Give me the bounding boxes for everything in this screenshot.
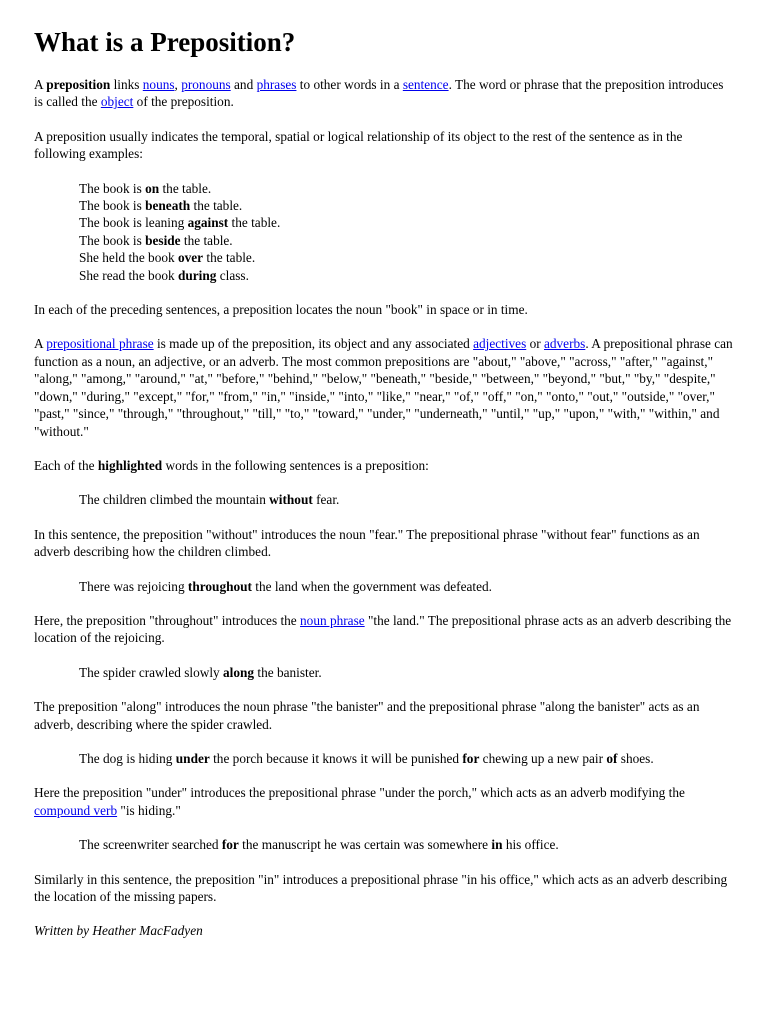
example-sentence: [79, 249, 734, 266]
text: Each of the: [34, 457, 98, 473]
text: Here the preposition "under" introduces the prepositional phrase "under the porch," which acts as an adverb modifying the: [34, 785, 685, 801]
link-nouns[interactable]: nouns: [142, 77, 175, 92]
text: or: [526, 336, 544, 352]
link-adverbs[interactable]: adverbs: [543, 336, 586, 352]
example-list: [79, 180, 734, 284]
bold-preposition: of: [606, 750, 618, 766]
link-noun-phrase[interactable]: noun phrase: [300, 612, 365, 628]
text: The spider crawled slowly: [79, 664, 224, 680]
bold-preposition: over: [177, 250, 204, 266]
bold-term: highlighted: [97, 457, 163, 473]
text: "is hiding.": [117, 802, 181, 818]
text: ,: [174, 77, 182, 92]
relationship-paragraph: A preposition usually indicates the temporal, spatial or logical relationship of its object to the rest of the sentence as in the following examples:: [34, 128, 683, 162]
text: links: [110, 77, 143, 92]
bold-preposition: beneath: [145, 198, 191, 214]
explanation-paragraph: In this sentence, the preposition "without" introduces the noun "fear." The prepositional phrase "without fear" functions as an adverb describing how the children climbed.: [34, 526, 700, 560]
text: of the preposition.: [133, 94, 234, 110]
text: the land when the government was defeated.: [251, 578, 492, 594]
text: The book is: [79, 232, 146, 248]
text: Here, the preposition "throughout" introduces the: [34, 612, 301, 628]
explanation-paragraph: [34, 612, 734, 647]
example-sentence: [79, 664, 734, 681]
locates-paragraph: In each of the preceding sentences, a preposition locates the noun "book" in space or in time.: [34, 302, 528, 318]
text: the manuscript he was certain was somewhere: [238, 837, 492, 853]
text: the table.: [159, 180, 212, 196]
text: the table.: [203, 250, 256, 266]
explanation-paragraph: The preposition "along" introduces the noun phrase "the banister" and the prepositional phrase "along the banister" acts as an adverb, describing where the spider crawled.: [34, 699, 700, 732]
example-sentence: [79, 750, 734, 767]
author-byline: Written by Heather MacFadyen: [34, 923, 203, 939]
link-sentence[interactable]: sentence: [402, 77, 449, 92]
bold-preposition: beside: [145, 232, 181, 248]
highlighted-intro-paragraph: [34, 457, 734, 474]
bold-preposition: for: [221, 837, 239, 853]
text: the banister.: [254, 664, 322, 680]
bold-preposition: along: [223, 664, 255, 680]
bold-preposition: for: [462, 750, 480, 766]
text: class.: [216, 267, 249, 283]
example-sentence: [79, 197, 734, 214]
text: the table.: [228, 215, 281, 231]
prepositional-phrase-paragraph: [34, 335, 734, 439]
text: . The word or phrase that the preposition introduces is called the: [34, 77, 724, 110]
text: fear.: [312, 492, 340, 508]
bold-preposition: against: [187, 215, 229, 231]
explanation-paragraph: Similarly in this sentence, the preposition "in" introduces a prepositional phrase "in his office," which acts as an adverb describing the location of the missing papers.: [34, 871, 728, 904]
text: "the land." The prepositional phrase acts as an adverb describing the location of the rejoicing.: [34, 612, 732, 646]
example-sentence: [79, 232, 734, 249]
example-sentence: [79, 180, 734, 197]
text: words in the following sentences is a preposition:: [162, 457, 429, 473]
example-sentence: [79, 267, 734, 284]
text: The children climbed the mountain: [79, 492, 270, 508]
bold-term: preposition: [46, 77, 111, 92]
text: his office.: [502, 837, 559, 853]
text: the table.: [180, 232, 233, 248]
bold-preposition: without: [269, 492, 313, 508]
text: the table.: [190, 198, 243, 214]
text: is made up of the preposition, its object and any associated: [153, 336, 474, 352]
text: and: [230, 77, 257, 92]
text: She held the book: [79, 250, 178, 266]
text: A: [34, 336, 47, 352]
bold-preposition: in: [491, 837, 503, 853]
text: . A prepositional phrase can function as a noun, an adjective, or an adverb. The most common prepositions are "about," "above," "across," "after," "against," "along," "among," "around," "at," "before," "behind," "below," "beneath," "beside," "between," "beyond," "but," "by," "despite," "down," "during," "except," "for," "from," "in," "inside," "into," "like," "near," "of," "off," "on," "onto," "out," "outside," "over," "past," "since," "through," "throughout," "till," "to," "toward," "under," "underneath," "until," "up," "upon," "with," "within," and "without.": [34, 336, 733, 439]
example-sentence: [79, 491, 734, 508]
explanation-paragraph: [34, 784, 734, 819]
text: The screenwriter searched: [79, 837, 222, 853]
text: The dog is hiding: [79, 750, 176, 766]
page-title: What is a Preposition?: [34, 27, 296, 57]
link-object[interactable]: object: [100, 94, 134, 110]
text: chewing up a new pair: [479, 750, 607, 766]
example-sentence: [79, 836, 734, 853]
text: She read the book: [79, 267, 178, 283]
text: The book is: [79, 180, 146, 196]
text: A: [34, 77, 47, 92]
bold-preposition: throughout: [187, 578, 252, 594]
bold-preposition: during: [177, 267, 217, 283]
text: There was rejoicing: [79, 578, 188, 594]
text: to other words in a: [296, 77, 403, 92]
text: the porch because it knows it will be punished: [209, 750, 463, 766]
text: The book is: [79, 198, 146, 214]
link-adjectives[interactable]: adjectives: [473, 336, 527, 352]
link-phrases[interactable]: phrases: [256, 77, 297, 92]
link-compound-verb[interactable]: compound verb: [34, 802, 118, 818]
link-prepositional-phrase[interactable]: prepositional phrase: [46, 336, 154, 352]
example-sentence: [79, 578, 734, 595]
link-pronouns[interactable]: pronouns: [181, 77, 231, 92]
intro-paragraph: [34, 76, 734, 111]
bold-preposition: under: [175, 750, 210, 766]
example-sentence: [79, 214, 734, 231]
text: shoes.: [617, 750, 654, 766]
text: The book is leaning: [79, 215, 188, 231]
bold-preposition: on: [145, 180, 160, 196]
